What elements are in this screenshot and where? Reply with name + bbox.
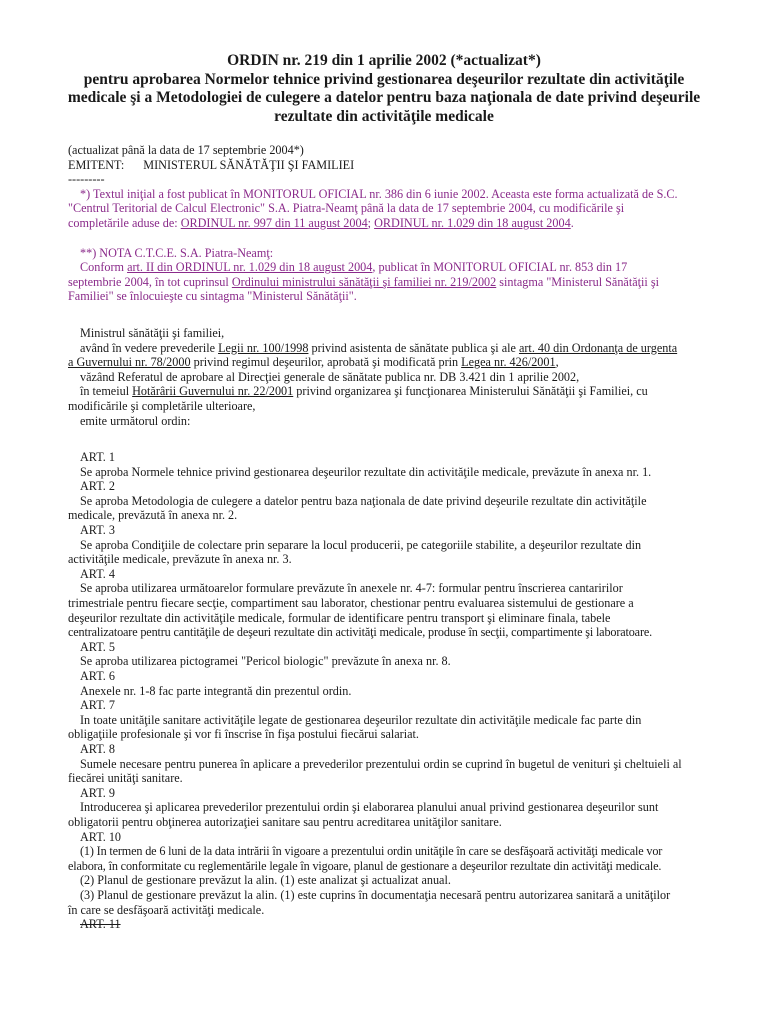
preamble-line: modificările şi completările ulterioare, xyxy=(68,398,256,413)
note-heading: **) NOTA C.T.C.E. S.A. Piatra-Neamţ: xyxy=(80,245,274,260)
article-text: In toate unităţile sanitare activităţile legate de gestionarea deşeurilor rezultate din activităţile medicale fac parte din xyxy=(80,712,642,727)
separator: --------- xyxy=(68,172,105,187)
article-text: Se aproba Normele tehnice privind gestionarea deşeurilor rezultate din activităţile medicale, prevăzute în anexa nr. 1. xyxy=(80,464,652,479)
ordinance-link[interactable]: a Guvernului nr. 78/2000 xyxy=(68,355,191,370)
ctce-note xyxy=(68,246,704,304)
article-text: deşeurilor rezultate din activităţile medicale, formular de identificare pentru transport şi eliminare finala, tabele xyxy=(68,610,611,625)
article-text: în care se desfăşoară activităţi medicale. xyxy=(68,902,265,917)
article-text: elabora, în conformitate cu reglementările legale în vigoare, planul de gestionare a deşeurilor rezultate din activităţi medicale. xyxy=(68,858,662,873)
preamble-text: în temeiul xyxy=(80,384,133,399)
amendment-note xyxy=(68,187,704,231)
article-text: Anexele nr. 1-8 fac parte integrantă din prezentul ordin. xyxy=(80,683,352,698)
amending-order-link[interactable]: ORDINUL nr. 997 din 11 august 2004 xyxy=(180,215,368,230)
article-text: trimestriale pentru fiecare secţie, compartiment sau laborator, chestionar pentru evaluarea sistemului de gestionare a xyxy=(68,596,634,611)
note-text: completările aduse de: xyxy=(68,215,181,230)
article-heading: ART. 3 xyxy=(80,523,115,538)
article-text: Introducerea şi aplicarea prevederilor prezentului ordin şi elaborarea planului anual privind gestionarea deşeurilor sunt xyxy=(80,800,659,815)
article-heading: ART. 9 xyxy=(80,785,115,800)
preamble-text: privind organizarea şi funcţionarea Ministerului Sănătăţii şi Familiei, cu xyxy=(293,384,648,399)
article-text: obligatorii pentru obţinerea autorizaţiei sanitare sau pentru acreditarea unităţilor sanitare. xyxy=(68,814,502,829)
preamble-line xyxy=(68,355,704,370)
preamble-line xyxy=(68,341,704,356)
emitent-value: MINISTERUL SĂNĂTĂŢII ŞI FAMILIEI xyxy=(143,157,355,172)
preamble-line: emite următorul ordin: xyxy=(80,413,191,428)
article-heading: ART. 5 xyxy=(80,639,115,654)
preamble-line: văzând Referatul de aprobare al Direcţiei generale de sănătate publica nr. DB 3.421 din 1 aprilie 2002, xyxy=(80,369,580,384)
article-text: (1) In termen de 6 luni de la data intrării în vigoare a prezentului ordin unităţile în care se desfăşoară activităţi medicale vor xyxy=(80,844,663,859)
note-line: *) Textul iniţial a fost publicat în MONITORUL OFICIAL nr. 386 din 6 iunie 2002. Aceasta este forma actualizată de S.C. xyxy=(80,186,678,201)
article-text: Se aproba Condiţiile de colectare prin separare la locul producerii, pe categoriile stabilite, a deşeurilor rezultate din xyxy=(80,537,642,552)
article-heading: ART. 1 xyxy=(80,450,115,465)
amending-order-link[interactable]: ORDINUL nr. 1.029 din 18 august 2004 xyxy=(374,215,571,230)
note-line: Familiei" se înlocuieşte cu sintagma "Ministerul Sănătăţii". xyxy=(68,289,357,304)
preamble-text: privind regimul deşeurilor, aprobată şi modificată prin xyxy=(190,355,462,370)
title-line: ORDIN nr. 219 din 1 aprilie 2002 (*actualizat*) xyxy=(227,52,541,69)
article-heading: ART. 6 xyxy=(80,669,115,683)
note-line: "Centrul Teritorial de Calcul Electronic" S.A. Piatra-Neamţ până la data de 17 septembrie 2004, cu modificările şi xyxy=(68,201,625,216)
articles xyxy=(68,450,704,932)
article-heading: ART. 10 xyxy=(80,829,122,844)
law-link[interactable]: Legii nr. 100/1998 xyxy=(218,340,309,355)
article-text: Sumele necesare pentru punerea în aplicare a prevederilor prezentului ordin se cuprind în bugetul de venituri şi cheltuieli al xyxy=(80,756,682,771)
article-text: (2) Planul de gestionare prevăzut la alin. (1) este analizat şi actualizat anual. xyxy=(80,873,451,888)
government-decision-link[interactable]: Hotărârii Guvernului nr. 22/2001 xyxy=(132,384,294,399)
title-line: medicale şi a Metodologiei de culegere a datelor pentru baza naţionala de date privind deşeurile xyxy=(67,89,701,106)
preamble-text: , xyxy=(555,355,559,370)
ordinance-link[interactable]: art. 40 din Ordonanţa de urgenta xyxy=(518,340,678,355)
document-body xyxy=(68,143,704,932)
emitent-line xyxy=(68,158,704,173)
article-heading: ART. 2 xyxy=(80,479,115,494)
article-text: Se aproba Metodologia de culegere a datelor pentru baza naţionala de date privind deşeurile rezultate din activităţile xyxy=(80,493,647,508)
note-text: septembrie 2004, în tot cuprinsul xyxy=(68,274,232,289)
note-text: Conform xyxy=(80,260,128,275)
note-text: ; xyxy=(367,215,375,230)
preamble-text: privind asistenta de sănătate publica şi ale xyxy=(308,340,519,355)
title-line: rezultate din activităţile medicale xyxy=(274,107,494,125)
article-text: medicale, prevăzută în anexa nr. 2. xyxy=(68,508,238,523)
note-text: sintagma "Ministerul Sănătăţii şi xyxy=(496,274,659,289)
note-line xyxy=(68,260,704,275)
note-text: , publicat în MONITORUL OFICIAL nr. 853 din 17 xyxy=(372,260,628,275)
article-text: centralizatoare pentru cantităţile de deşeuri rezultate din activităţi medicale, produse în secţii, compartimente şi laboratoare. xyxy=(68,625,653,640)
preamble-line: Ministrul sănătăţii şi familiei, xyxy=(80,325,225,340)
article-text: (3) Planul de gestionare prevăzut la alin. (1) este cuprins în documentaţia necesară pentru autorizarea sanitară a unităţilor xyxy=(80,887,671,902)
note-line xyxy=(68,216,704,231)
emitent-label: EMITENT: xyxy=(68,157,125,172)
note-line xyxy=(68,275,704,290)
article-text: Se aproba utilizarea pictogramei "Pericol biologic" prevăzute în anexa nr. 8. xyxy=(80,654,451,669)
document-title xyxy=(40,52,728,126)
preamble-text: având în vedere prevederile xyxy=(80,340,219,355)
preamble xyxy=(68,326,704,428)
article-heading: ART. 8 xyxy=(80,741,115,756)
article-text: obligaţiile profesionale şi vor fi înscrise în fişa postului fiecărui salariat. xyxy=(68,727,419,742)
article-link[interactable]: art. II din ORDINUL nr. 1.029 din 18 august 2004 xyxy=(127,260,373,275)
article-text: fiecărei unităţi sanitare. xyxy=(68,771,183,786)
article-heading-repealed: ART. 11 xyxy=(80,917,121,932)
article-text: activităţile medicale, prevăzute în anexa nr. 3. xyxy=(68,552,292,567)
title-line: pentru aprobarea Normelor tehnice privind gestionarea deşeurilor rezultate din activităţile xyxy=(83,70,685,88)
preamble-line xyxy=(68,384,704,399)
law-link[interactable]: Legea nr. 426/2001 xyxy=(461,355,556,370)
article-text: Se aproba utilizarea următoarelor formulare prevăzute în anexele nr. 4-7: formular pentru înscrierea cantaririlor xyxy=(80,581,623,596)
updated-note: (actualizat până la data de 17 septembrie 2004*) xyxy=(68,143,304,157)
order-link[interactable]: Ordinului ministrului sănătăţii şi familiei nr. 219/2002 xyxy=(231,274,497,289)
article-heading: ART. 7 xyxy=(80,698,115,713)
note-text: . xyxy=(570,215,574,230)
article-heading: ART. 4 xyxy=(80,566,115,581)
